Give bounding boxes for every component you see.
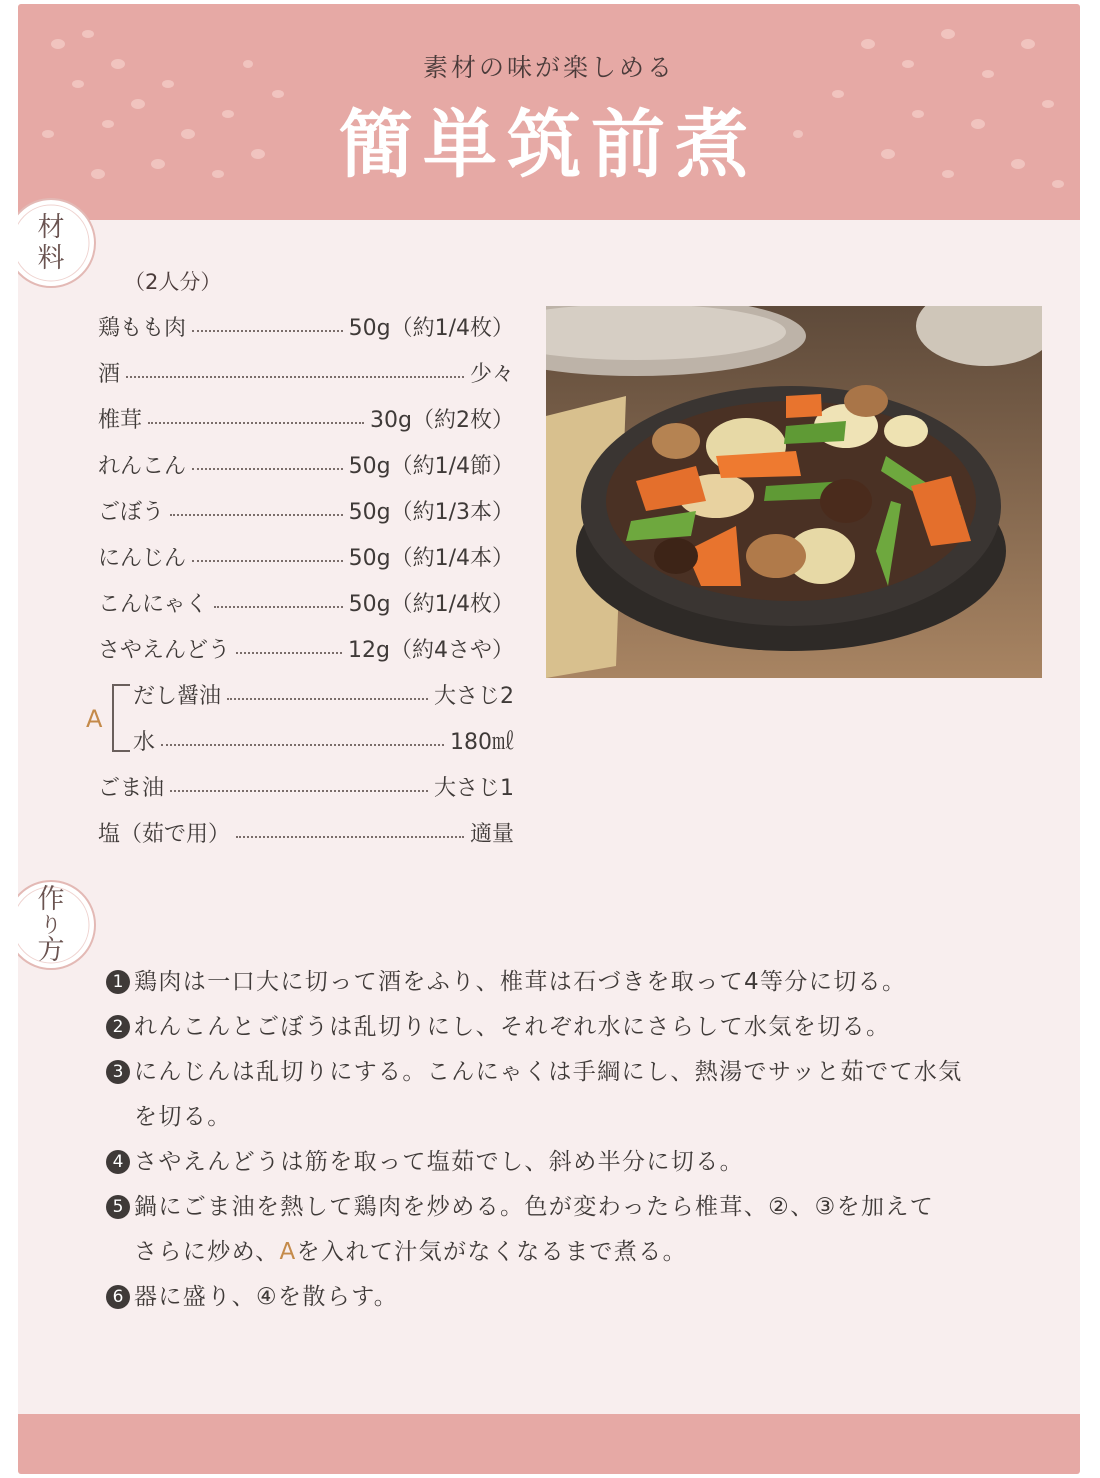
ingredients-badge-line1: 材 (37, 212, 65, 243)
header-banner (18, 4, 1080, 220)
ingredients-badge-line2: 料 (37, 243, 65, 274)
leader-dots (126, 376, 464, 378)
step-number: 2 (106, 1015, 130, 1039)
step-text: 鍋にごま油を熱して鶏肉を炒める。色が変わったら椎茸、②、③を加えて (134, 1194, 935, 1220)
ingredients-badge (18, 194, 100, 292)
method-step (106, 960, 1046, 1005)
group-a-reference: A (279, 1239, 297, 1265)
ingredient-name: ごま油 (98, 775, 165, 801)
ingredient-row (98, 490, 514, 530)
ingredient-amount: 少々 (469, 361, 514, 387)
method-step (106, 1050, 1046, 1140)
leader-dots (192, 330, 343, 332)
leader-dots (236, 836, 464, 838)
recipe-title: 簡単筑前煮 (339, 102, 759, 188)
ingredient-name: 椎茸 (98, 407, 143, 433)
method-badge-line2: り (40, 913, 62, 937)
step-text-continued: を切る。 (134, 1104, 232, 1130)
step-number: 6 (106, 1285, 130, 1309)
leader-dots (214, 606, 343, 608)
method-step (106, 1185, 1046, 1275)
ingredient-row (133, 674, 514, 714)
method-step (106, 1140, 1046, 1185)
ingredient-name: れんこん (98, 453, 187, 479)
ingredient-row (98, 536, 514, 576)
step-number: 5 (106, 1195, 130, 1219)
step-text: 器に盛り、④を散らす。 (134, 1284, 399, 1310)
method-step (106, 1005, 1046, 1050)
ingredient-amount: 大さじ1 (434, 775, 514, 801)
ingredient-name: 酒 (98, 361, 121, 387)
ingredient-row (133, 720, 514, 760)
ingredient-row (98, 398, 514, 438)
chikuzenni-dish-illustration (546, 306, 1042, 678)
method-badge (18, 876, 100, 974)
ingredient-amount: 大さじ2 (434, 683, 514, 709)
leader-dots (192, 468, 343, 470)
ingredient-name: 塩（茹で用） (98, 821, 231, 847)
footer-band (18, 1414, 1080, 1474)
ingredient-row (98, 352, 514, 392)
ingredient-row (98, 444, 514, 484)
step-text-part: を入れて汁気がなくなるまで煮る。 (296, 1239, 688, 1265)
method-badge-line1: 作 (37, 884, 65, 915)
leader-dots (227, 698, 428, 700)
step-number: 3 (106, 1060, 130, 1084)
ingredient-amount: 適量 (469, 821, 514, 847)
group-a-label: A (86, 705, 103, 733)
dish-photo (546, 306, 1042, 678)
step-text: にんじんは乱切りにする。こんにゃくは手綱にし、熱湯でサッと茹でて水気 (134, 1059, 963, 1085)
ingredient-name: にんじん (98, 545, 187, 571)
step-text: さやえんどうは筋を取って塩茹でし、斜め半分に切る。 (134, 1149, 744, 1175)
leader-dots (192, 560, 343, 562)
ingredient-row (98, 766, 514, 806)
ingredient-row (98, 812, 514, 852)
ingredient-amount: 30g（約2枚） (370, 407, 514, 433)
ingredient-name: 水 (133, 729, 156, 755)
servings-label: （2人分） (124, 270, 222, 294)
ingredient-row (98, 582, 514, 622)
ingredient-amount: 12g（約4さや） (348, 637, 514, 663)
leader-dots (170, 790, 428, 792)
ingredient-amount: 50g（約1/4節） (348, 453, 514, 479)
step-text: れんこんとごぼうは乱切りにし、それぞれ水にさらして水気を切る。 (134, 1014, 891, 1040)
recipe-card (18, 4, 1080, 1474)
ingredient-amount: 50g（約1/4本） (348, 545, 514, 571)
ingredient-name: こんにゃく (98, 591, 208, 617)
ingredient-amount: 50g（約1/4枚） (348, 315, 514, 341)
ingredient-name: ごぼう (98, 499, 165, 525)
leader-dots (170, 514, 343, 516)
recipe-subtitle: 素材の味が楽しめる (422, 53, 675, 82)
step-number: 1 (106, 970, 130, 994)
step-number: 4 (106, 1150, 130, 1174)
method-step (106, 1275, 1046, 1320)
ingredient-amount: 50g（約1/3本） (348, 499, 514, 525)
group-a-bracket (112, 684, 130, 752)
ingredient-amount: 50g（約1/4枚） (348, 591, 514, 617)
step-text-part: さらに炒め、 (134, 1239, 280, 1265)
ingredient-row (98, 306, 514, 346)
leader-dots (236, 652, 342, 654)
method-badge-line3: 方 (37, 935, 65, 966)
ingredient-name: だし醤油 (133, 683, 222, 709)
leader-dots (148, 422, 364, 424)
leader-dots (161, 744, 444, 746)
step-text-continued (106, 1230, 1046, 1275)
ingredient-amount: 180㎖ (450, 729, 514, 755)
ingredient-name: 鶏もも肉 (98, 315, 187, 341)
step-text: 鶏肉は一口大に切って酒をふり、椎茸は石づきを取って4等分に切る。 (134, 969, 907, 995)
ingredient-name: さやえんどう (98, 637, 231, 663)
ingredient-row (98, 628, 514, 668)
